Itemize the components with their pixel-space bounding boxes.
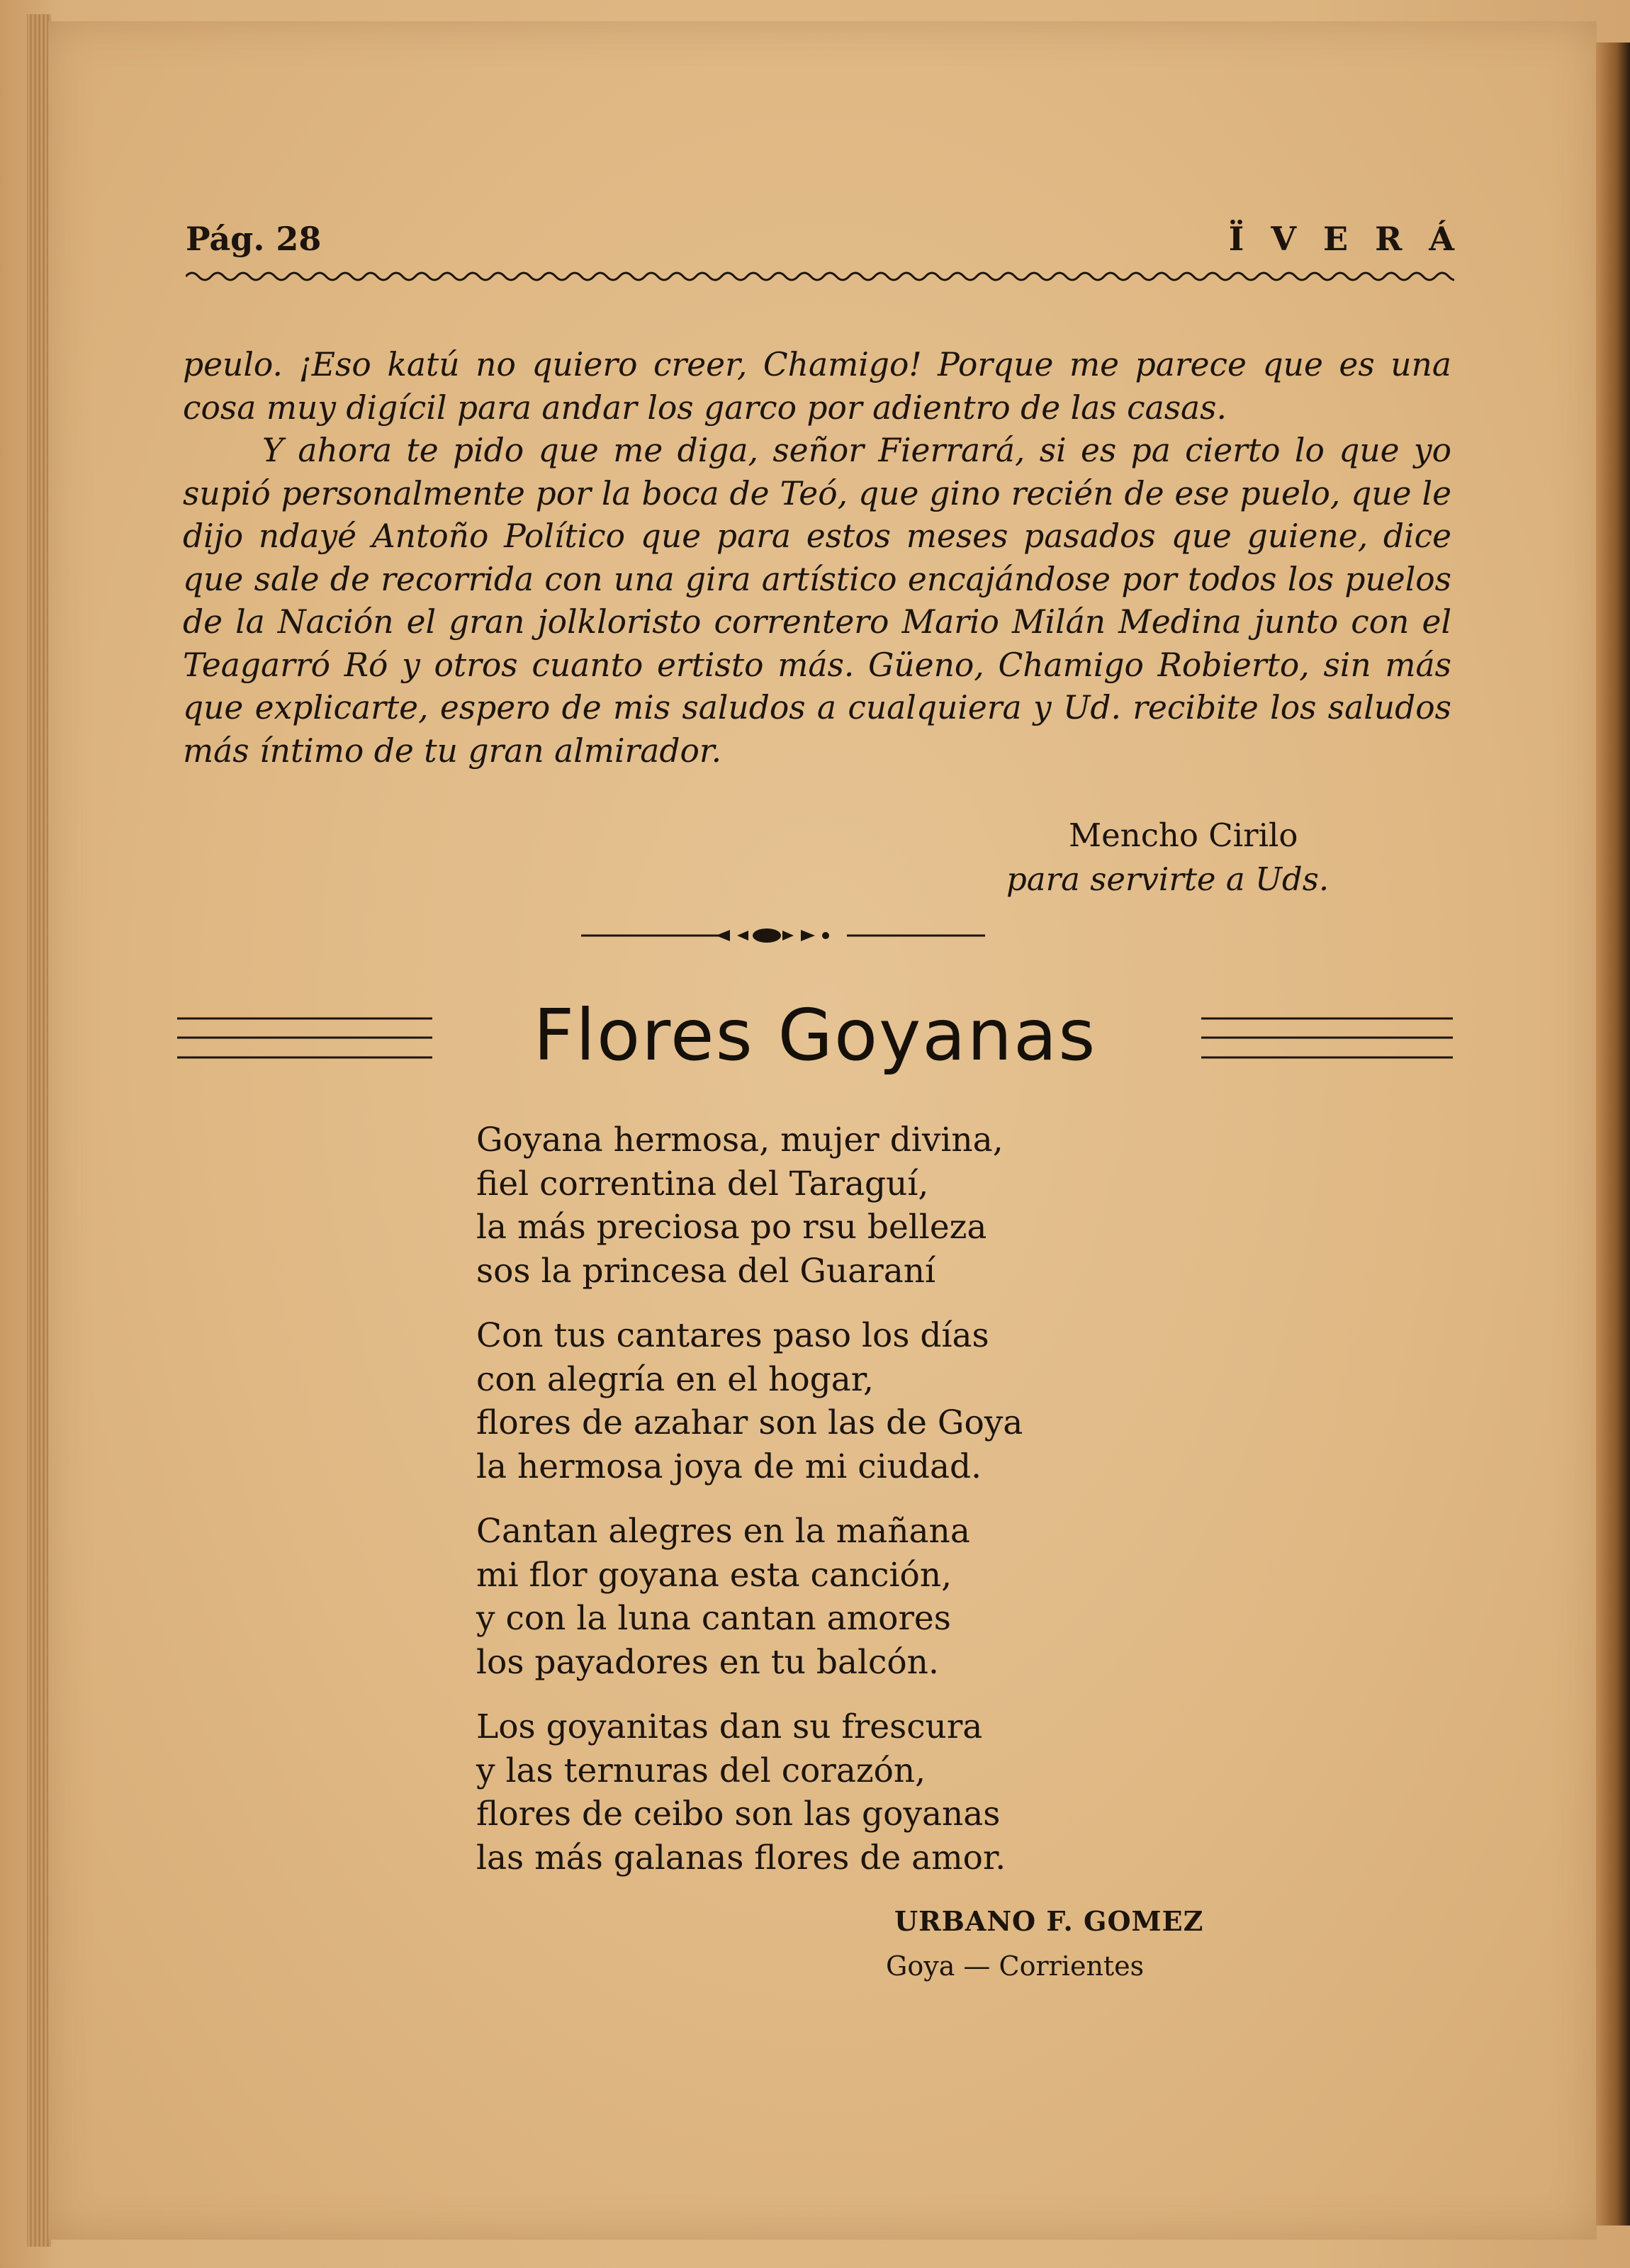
- poem-line: sos la princesa del Guaraní: [476, 1251, 936, 1291]
- letter-signature: [1006, 814, 1329, 902]
- poem-line: con alegría en el hogar,: [476, 1359, 874, 1399]
- page-edge: [1596, 43, 1630, 2225]
- poem-line: la hermosa joya de mi ciudad.: [476, 1447, 982, 1486]
- running-title: ÏVERÁ: [1228, 220, 1481, 258]
- poem-stanza: [476, 1118, 1185, 1293]
- poem-title-block: [177, 994, 1453, 1077]
- poem-line: flores de ceibo son las goyanas: [476, 1795, 1001, 1834]
- poem-line: Con tus cantares paso los días: [476, 1316, 989, 1355]
- signature-closing: para servirte a Uds.: [1006, 860, 1330, 898]
- poem-author: URBANO F. GOMEZ: [894, 1905, 1204, 1937]
- poem-stanza: [476, 1510, 1185, 1684]
- poem-line: fiel correntina del Taraguí,: [476, 1164, 929, 1203]
- letter-paragraph: peulo. ¡Eso katú no quiero creer, Chamigo! Porque me parece que es una cosa muy digícil para andar los garco por adientro de las casas.: [183, 346, 1451, 427]
- poem-body: [476, 1118, 1185, 1901]
- letter-paragraph: Y ahora te pido que me diga, señor Fierrará, si es pa cierto lo que yo supió personalmente por la boca de Teó, que gino recién de ese puelo, que le dijo ndayé Antoño Político que para estos meses pasados que guiene, dice que sale de recorrida con una gira artístico encajándose por todos los puelos de la Nación el gran jolkloristo correntero Mario Milán Medina junto con el Teagarró Ró y otros cuanto ertisto más. Güeno, Chamigo Robierto, sin más que explicarte, espero de mis saludos a cualquiera y Ud. recibite los saludos más íntimo de tu gran almirador.: [183, 432, 1451, 770]
- poem-line: mi flor goyana esta canción,: [476, 1555, 952, 1595]
- ornament-divider: [581, 921, 985, 950]
- page-header: [186, 220, 1481, 269]
- poem-stanza: [476, 1705, 1185, 1880]
- wavy-rule: [186, 268, 1454, 285]
- poem-line: las más galanas flores de amor.: [476, 1838, 1006, 1877]
- poem-stanza: [476, 1314, 1185, 1488]
- poem-place: Goya — Corrientes: [886, 1950, 1145, 1982]
- letter-text: [183, 344, 1451, 773]
- poem-line: y las ternuras del corazón,: [476, 1751, 926, 1790]
- poem-line: los payadores en tu balcón.: [476, 1642, 939, 1682]
- poem-line: flores de azahar son las de Goya: [476, 1403, 1023, 1442]
- poem-line: y con la luna cantan amores: [476, 1599, 951, 1638]
- page-number: Pág. 28: [186, 220, 322, 258]
- poem-line: Goyana hermosa, mujer divina,: [476, 1121, 1004, 1160]
- title-rule-right: [1201, 1016, 1453, 1060]
- poem-line: Cantan alegres en la mañana: [476, 1512, 970, 1551]
- poem-line: la más preciosa po rsu belleza: [476, 1208, 987, 1247]
- poem-title: Flores Goyanas: [533, 994, 1097, 1077]
- book-spine: [27, 14, 51, 2247]
- signature-name: Mencho Cirilo: [1069, 816, 1298, 854]
- poem-line: Los goyanitas dan su frescura: [476, 1707, 983, 1746]
